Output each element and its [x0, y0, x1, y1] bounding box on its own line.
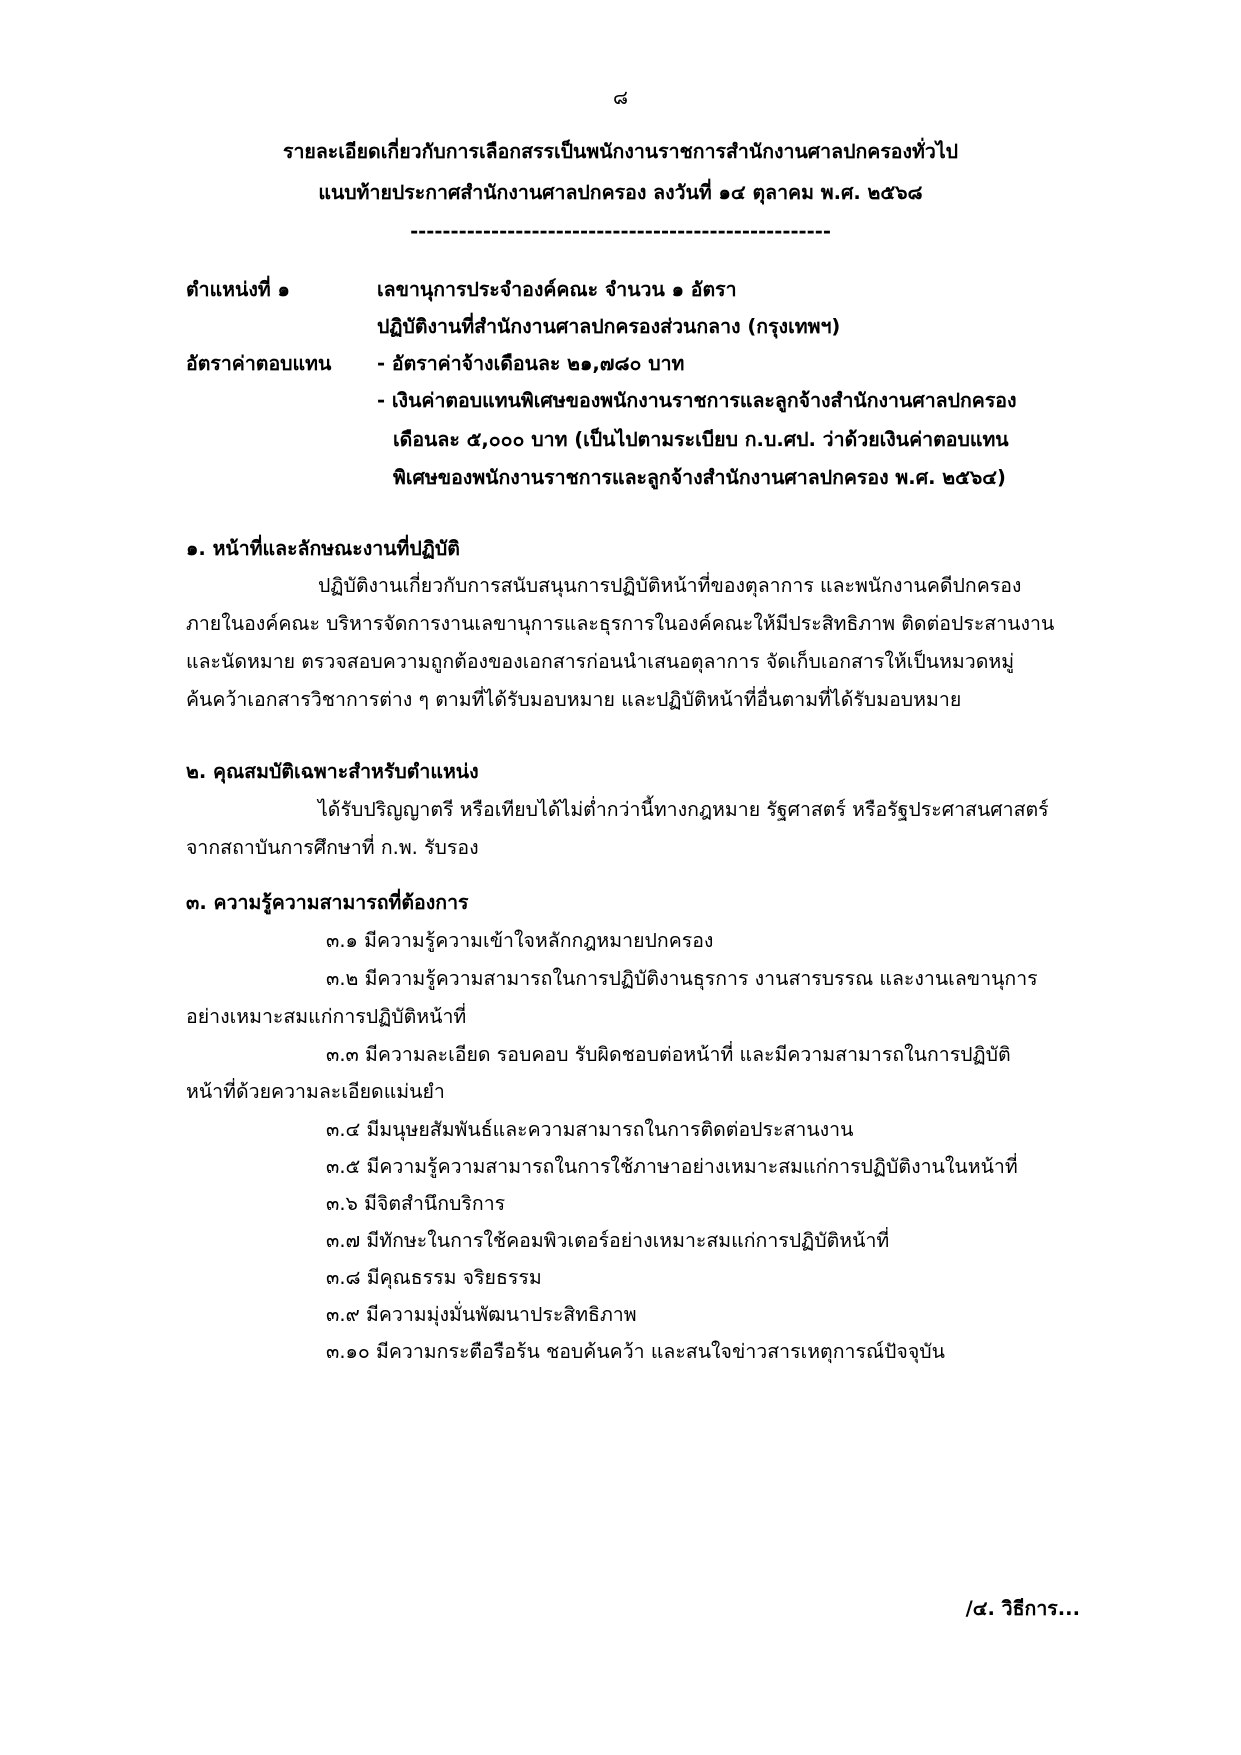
- position-label: ตำแหน่งที่ ๑: [186, 278, 290, 301]
- section-3-item-continuation: อย่างเหมาะสมแก่การปฏิบัติหน้าที่: [186, 1005, 467, 1028]
- section-3-heading: ๓. ความรู้ความสามารถที่ต้องการ: [186, 891, 469, 914]
- section-2-line-2: จากสถาบันการศึกษาที่ ก.พ. รับรอง: [186, 836, 479, 859]
- section-1-line-2: ภายในองค์คณะ บริหารจัดการงานเลขานุการและธุรการในองค์คณะให้มีประสิทธิภาพ ติดต่อประสานงาน: [186, 612, 1055, 635]
- section-1-heading: ๑. หน้าที่และลักษณะงานที่ปฏิบัติ: [186, 537, 460, 560]
- section-1-line-4: ค้นคว้าเอกสารวิชาการต่าง ๆ ตามที่ได้รับมอบหมาย และปฏิบัติหน้าที่อื่นตามที่ได้รับมอบหมาย: [186, 688, 962, 711]
- section-1-line-1: ปฏิบัติงานเกี่ยวกับการสนับสนุนการปฏิบัติหน้าที่ของตุลาการ และพนักงานคดีปกครอง: [318, 574, 1022, 597]
- section-3-item: ๓.๑ มีความรู้ความเข้าใจหลักกฎหมายปกครอง: [326, 929, 714, 952]
- section-3-item: ๓.๕ มีความรู้ความสามารถในการใช้ภาษาอย่างเหมาะสมแก่การปฏิบัติงานในหน้าที่: [326, 1155, 1018, 1178]
- compensation-line-1: - อัตราค่าจ้างเดือนละ ๒๑,๗๘๐ บาท: [377, 352, 685, 375]
- section-3-item: ๓.๙ มีความมุ่งมั่นพัฒนาประสิทธิภาพ: [326, 1303, 637, 1326]
- compensation-line-4: พิเศษของพนักงานราชการและลูกจ้างสำนักงานศาลปกครอง พ.ศ. ๒๕๖๔): [393, 466, 1006, 489]
- section-1-line-3: และนัดหมาย ตรวจสอบความถูกต้องของเอกสารก่อนนำเสนอตุลาการ จัดเก็บเอกสารให้เป็นหมวดหมู่: [186, 650, 1015, 673]
- title-line-1: รายละเอียดเกี่ยวกับการเลือกสรรเป็นพนักงานราชการสำนักงานศาลปกครองทั่วไป: [282, 140, 959, 163]
- section-3-item-continuation: หน้าที่ด้วยความละเอียดแม่นยำ: [186, 1080, 445, 1103]
- section-3-item: ๓.๑๐ มีความกระตือรือร้น ชอบค้นคว้า และสนใจข่าวสารเหตุการณ์ปัจจุบัน: [326, 1340, 945, 1363]
- section-3-item: ๓.๓ มีความละเอียด รอบคอบ รับผิดชอบต่อหน้าที่ และมีความสามารถในการปฏิบัติ: [326, 1043, 1011, 1066]
- title-separator: ----------------------------------------------------: [410, 220, 831, 243]
- compensation-line-3: เดือนละ ๕,๐๐๐ บาท (เป็นไปตามระเบียบ ก.บ.ศป. ว่าด้วยเงินค่าตอบแทน: [393, 428, 1009, 451]
- section-3-item: ๓.๗ มีทักษะในการใช้คอมพิวเตอร์อย่างเหมาะสมแก่การปฏิบัติหน้าที่: [326, 1229, 890, 1252]
- page-number: ๘: [612, 86, 629, 109]
- section-3-item: ๓.๖ มีจิตสำนึกบริการ: [326, 1192, 506, 1215]
- compensation-label: อัตราค่าตอบแทน: [186, 352, 332, 375]
- compensation-line-2: - เงินค่าตอบแทนพิเศษของพนักงานราชการและลูกจ้างสำนักงานศาลปกครอง: [377, 389, 1017, 412]
- continuation-marker: /๔. วิธีการ...: [965, 1597, 1080, 1620]
- position-line-2: ปฏิบัติงานที่สำนักงานศาลปกครองส่วนกลาง (กรุงเทพฯ): [377, 315, 841, 338]
- section-3-item: ๓.๔ มีมนุษยสัมพันธ์และความสามารถในการติดต่อประสานงาน: [326, 1118, 854, 1141]
- title-line-2: แนบท้ายประกาศสำนักงานศาลปกครอง ลงวันที่ ๑๔ ตุลาคม พ.ศ. ๒๕๖๘: [318, 181, 923, 204]
- position-line-1: เลขานุการประจำองค์คณะ จำนวน ๑ อัตรา: [377, 278, 737, 301]
- section-2-heading: ๒. คุณสมบัติเฉพาะสำหรับตำแหน่ง: [186, 760, 479, 783]
- section-2-line-1: ได้รับปริญญาตรี หรือเทียบได้ไม่ต่ำกว่านี้ทางกฎหมาย รัฐศาสตร์ หรือรัฐประศาสนศาสตร์: [318, 798, 1049, 821]
- section-3-item: ๓.๘ มีคุณธรรม จริยธรรม: [326, 1266, 542, 1289]
- section-3-item: ๓.๒ มีความรู้ความสามารถในการปฏิบัติงานธุรการ งานสารบรรณ และงานเลขานุการ: [326, 967, 1038, 990]
